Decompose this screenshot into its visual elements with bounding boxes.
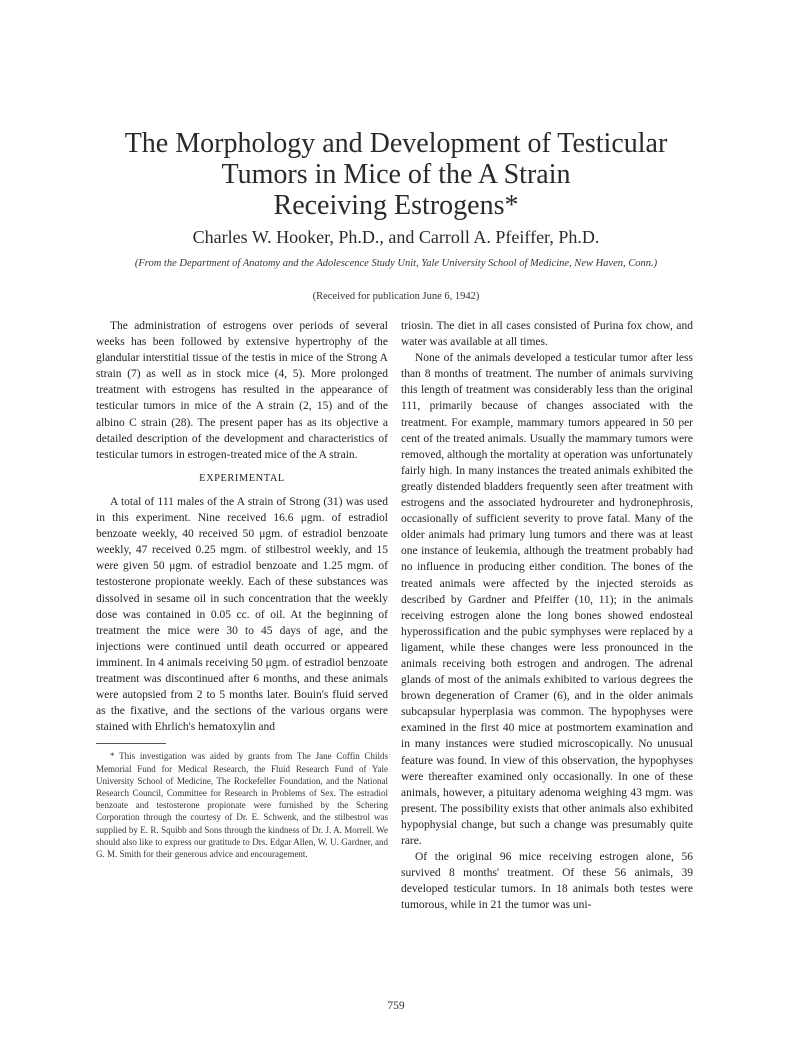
section-heading-experimental: EXPERIMENTAL <box>199 472 285 484</box>
title-line-3: Receiving Estrogens* <box>273 190 519 221</box>
article-title <box>90 128 702 221</box>
experimental-paragraph: A total of 111 males of the A strain of Strong (31) was used in this experiment. Nine received 16.6 μgm. of estradiol benzoate weekly, 40 received 50 μgm. of estradiol benzoate weekly, 47 received 0.25 mgm. of stilbestrol weekly, and 15 were given 50 μgm. of estradiol benzoate and 1.25 mgm. of testosterone propionate weekly. Each of these substances was dissolved in sesame oil in such concentration that the weekly dose was contained in 0.05 cc. of oil. At the beginning of treatment the mice were 30 to 45 days of age, and the injections were continued until death occurred or appeared imminent. In 4 animals receiving 50 μgm. of estradiol benzoate treatment was discontinued after 6 months, and these animals were autopsied from 2 to 5 months later. Bouin's fluid served as the fixative, and the sections of the various organs were stained with Ehrlich's hematoxylin and <box>96 495 388 734</box>
intro-paragraph: The administration of estrogens over periods of several weeks has been followed by extensive hypertrophy of the glandular interstitial tissue of the testis in mice of the Strong A strain (7) as well as in stock mice (4, 5). More prolonged treatment with estrogens has resulted in the appearance of testicular tumors in mice of the A strain (2, 15) and of the albino C strain (28). The present paper has as its objective a detailed description of the development and characteristics of testicular tumors in estrogen-treated mice of the A strain. <box>96 320 388 461</box>
right-paragraph-2: None of the animals developed a testicular tumor after less than 8 months of treatment. The number of animals surviving this length of treatment was considerably less than the original 111, primarily because of changes associated with the treatment. For example, mammary tumors appeared in 50 per cent of the treated animals. Usually the mammary tumors were removed, although the mortality at operation was unfortunately fairly high. In many instances the treated animals exhibited the greatly distended bladders frequently seen after treatment with estrogens and the associated hydroureter and hydronephrosis, occasionally of sufficient severity to prove fatal. Many of the older animals had primary lung tumors and there was at least one instance of leukemia, although the treatment probably had no influence in producing either condition. The bones of the treated animals were affected by the injected steroids as described by Gardner and Pfeiffer (10, 11); in the animals receiving estrogen alone the long bones showed endosteal hyperossification and the pubic symphyses were replaced by a ligament, while these changes were less pronounced in the animals receiving both estrogen and androgen. The adrenal glands of most of the animals exhibited to various degrees the brown degeneration of Cramer (6), and in the older animals subcapsular hyperplasia was common. The hypophyses were examined in the first 40 mice at postmortem examination and in many instances were studied microscopically. No unusual feature was found. In view of this observation, the hypophyses were thereafter examined only occasionally. In one of these animals, however, a pituitary adenoma weighing 43 mgm. was present. The possibility exists that other animals also exhibited hypophysial change, but such a change was presumably quite rare. <box>401 352 693 847</box>
right-paragraph-1: triosin. The diet in all cases consisted of Purina fox chow, and water was available at all times. <box>401 320 693 349</box>
received-date: (Received for publication June 6, 1942) <box>312 291 480 302</box>
left-column <box>96 318 388 860</box>
footnote: * This investigation was aided by grants from The Jane Coffin Childs Memorial Fund for Medical Research, the Fluid Research Fund of Yale University School of Medicine, The Rockefeller Foundation, and the National Research Council, Committee for Research in Problems of Sex. The estradiol benzoate and testosterone propionate were furnished by the Schering Corporation through the courtesy of Dr. E. Schwenk, and the stilbestrol was supplied by E. R. Squibb and Sons through the kindness of Dr. J. A. Morrell. We should also like to express our gratitude to Drs. Edgar Allen, W. U. Gardner, and G. M. Smith for their generous advice and encouragement. <box>96 751 388 859</box>
right-paragraph-3: Of the original 96 mice receiving estrogen alone, 56 survived 8 months' treatment. Of these 56 animals, 39 developed testicular tumors. In 18 animals both testes were tumorous, while in 21 the tumor was uni- <box>401 851 693 912</box>
title-line-2: Tumors in Mice of the A Strain <box>221 159 571 190</box>
title-line-1: The Morphology and Development of Testicular <box>124 128 668 159</box>
right-column <box>401 318 693 913</box>
page-number: 759 <box>387 1000 405 1012</box>
footnote-divider <box>96 743 166 744</box>
affiliation: (From the Department of Anatomy and the Adolescence Study Unit, Yale University School of Medicine, New Haven, Conn.) <box>134 258 658 269</box>
authors: Charles W. Hooker, Ph.D., and Carroll A. Pfeiffer, Ph.D. <box>192 227 600 247</box>
